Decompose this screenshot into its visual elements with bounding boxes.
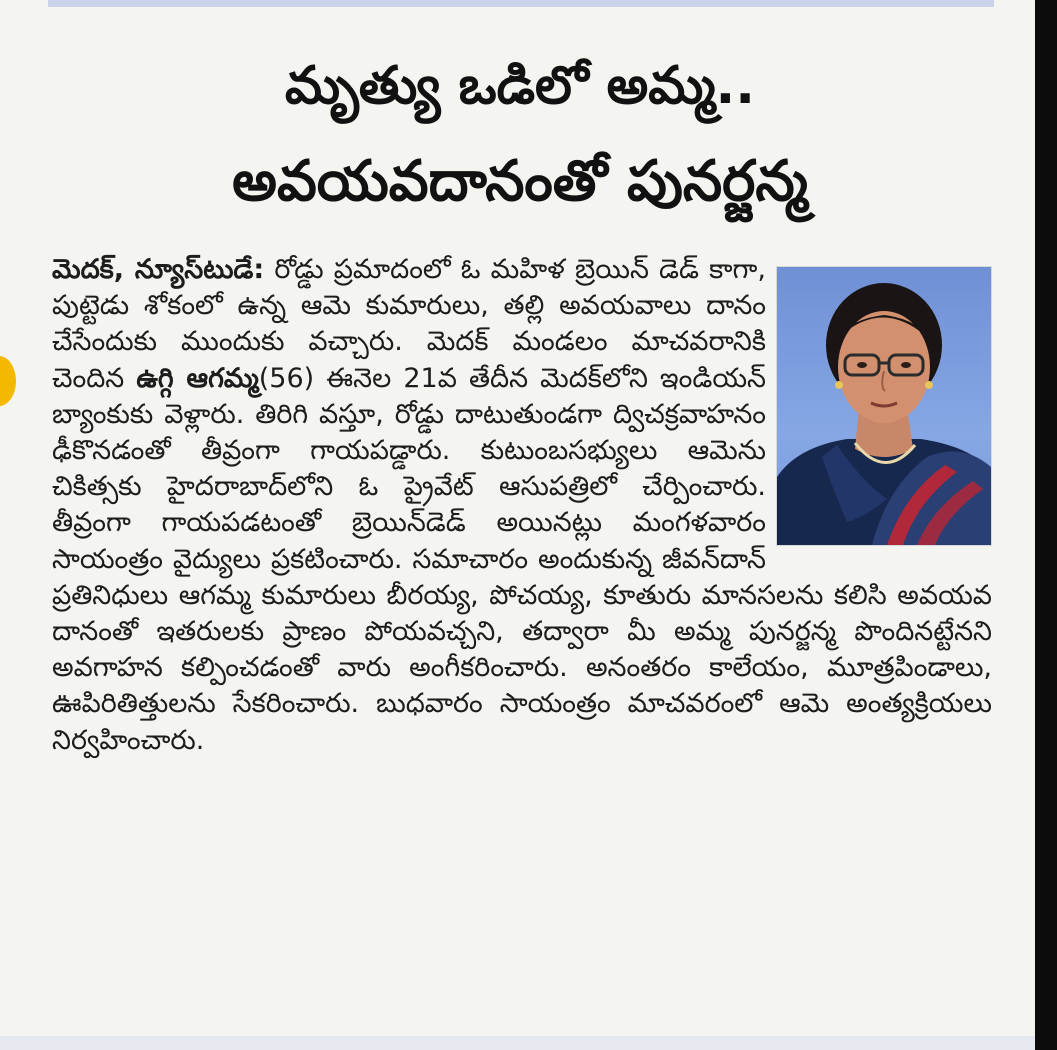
right-dark-edge bbox=[1035, 0, 1057, 1050]
headline-line-1: మృత్యు ఒడిలో అమ్మ.. bbox=[284, 56, 756, 116]
article-dateline: మెదక్, న్యూస్‌టుడే: bbox=[52, 254, 265, 285]
article-headline bbox=[40, 38, 1000, 230]
photo-wrap-space bbox=[766, 252, 992, 554]
article-text-part-1: రోడ్డు ప్రమాదంలో ఓ మహిళ బ్రెయిన్ డెడ్ కాగా, పుట్టెడు శోకంలో ఉన్న ఆమె కుమారులు, తల్లి అవయవాలు దానం చేసేందుకు ముందుకు వచ్చారు. మెదక్ మండలం మాచవరానికి చెందిన bbox=[52, 254, 766, 394]
victim-name: ఉగ్గి ఆగమ్మ bbox=[136, 362, 259, 394]
article-text-part-2: (56) ఈనెల 21వ తేదీన మెదక్‌లోని ఇండియన్ బ్యాంకుకు వెళ్లారు. తిరిగి వస్తూ, రోడ్డు దాటుతుండగా ద్విచక్రవాహనం ఢీకొనడంతో తీవ్రంగా గాయపడ్డారు. కుటుంబసభ్యులు ఆమెను చికిత్సకు హైదరాబాద్‌లోని ఓ ప్రైవేట్ ఆసుపత్రిలో చేర్పించారు. తీవ్రంగా గాయపడటంతో బ్రెయిన్‌డెడ్ అయినట్లు మంగళవారం సాయంత్రం వైద్యులు ప్రకటించారు. సమాచారం అందుకున్న జీవన్‌దాన్ ప్రతినిధులు ఆగమ్మ కుమారులు బీరయ్య, పోచయ్య, కూతురు మానసలను కలిసి అవయవ దానంతో ఇతరులకు ప్రాణం పోయవచ్చని, తద్వారా మీ అమ్మ పునర్జన్మ పొందినట్టేనని అవగాహన కల్పించడంతో వారు అంగీకరించారు. అనంతరం కాలేయం, మూత్రపిండాలు, ఊపిరితిత్తులను సేకరించారు. బుధవారం సాయంత్రం మాచవరంలో ఆమె అంత్యక్రియలు నిర్వహించారు. bbox=[52, 362, 992, 756]
top-border-band bbox=[48, 0, 994, 7]
headline-line-2: అవయవదానంతో పునర్జన్మ bbox=[232, 149, 808, 214]
bottom-border-band bbox=[0, 1036, 1035, 1050]
page-marker-dot bbox=[0, 356, 16, 406]
article-body bbox=[52, 252, 992, 759]
